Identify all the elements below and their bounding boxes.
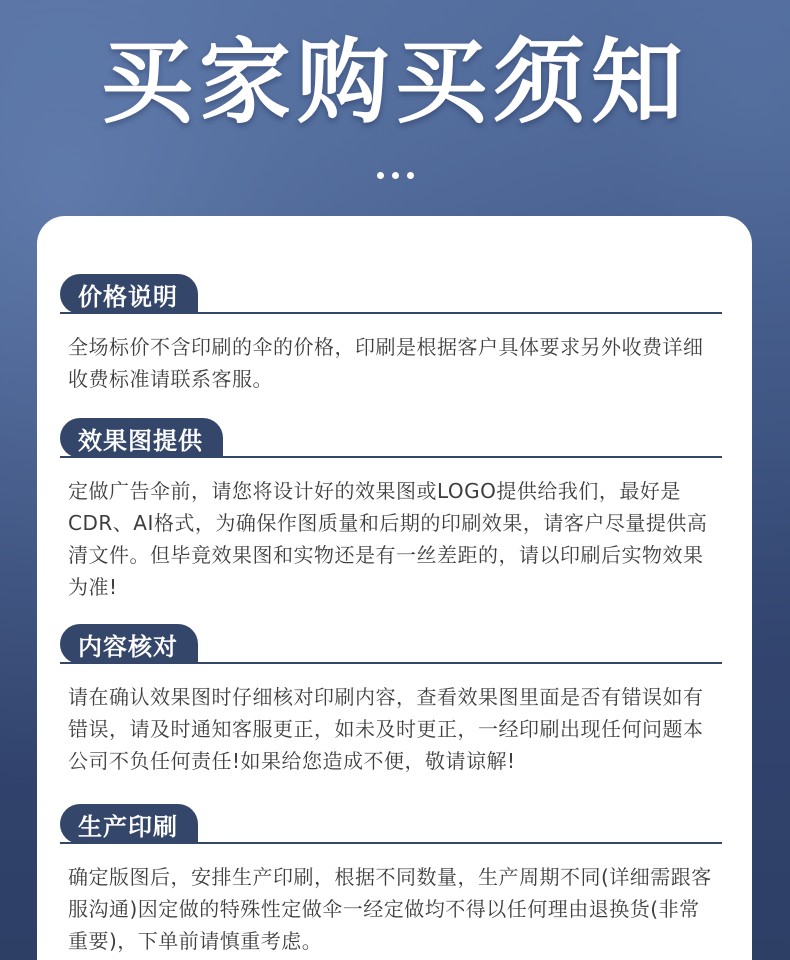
section-header <box>60 624 722 668</box>
section-check <box>60 624 722 777</box>
section-price <box>60 274 722 395</box>
section-header <box>60 804 722 848</box>
notice-card <box>37 216 752 960</box>
dot <box>407 172 414 179</box>
section-production <box>60 804 722 957</box>
section-label: 价格说明 <box>60 274 198 314</box>
section-text: 全场标价不含印刷的伞的价格，印刷是根据客户具体要求另外收费详细收费标准请联系客服。 <box>68 335 704 391</box>
dot <box>377 172 384 179</box>
section-text: 请在确认效果图时仔细核对印刷内容，查看效果图里面是否有错误如有错误，请及时通知客服更正，如未及时更正，一经印刷出现任何问题本公司不负任何责任!如果给您造成不便，敬请谅解! <box>68 685 704 773</box>
section-text: 确定版图后，安排生产印刷，根据不同数量，生产周期不同(详细需跟客服沟通)因定做的特殊性定做伞一经定做均不得以任何理由退换货(非常重要)，下单前请慎重考虑。 <box>68 865 712 953</box>
dots-divider <box>0 172 790 179</box>
section-label: 生产印刷 <box>60 804 198 844</box>
section-header <box>60 418 722 462</box>
dot <box>392 172 399 179</box>
page-title: 买家购买须知 <box>100 29 689 136</box>
section-header <box>60 274 722 318</box>
section-label: 内容核对 <box>60 624 198 664</box>
section-design <box>60 418 722 603</box>
section-text: 定做广告伞前，请您将设计好的效果图或LOGO提供给我们，最好是CDR、AI格式，为确保作图质量和后期的印刷效果，请客户尽量提供高清文件。但毕竟效果图和实物还是有一丝差距的，请以印刷后实物效果为准! <box>68 479 708 599</box>
section-label: 效果图提供 <box>60 418 223 458</box>
